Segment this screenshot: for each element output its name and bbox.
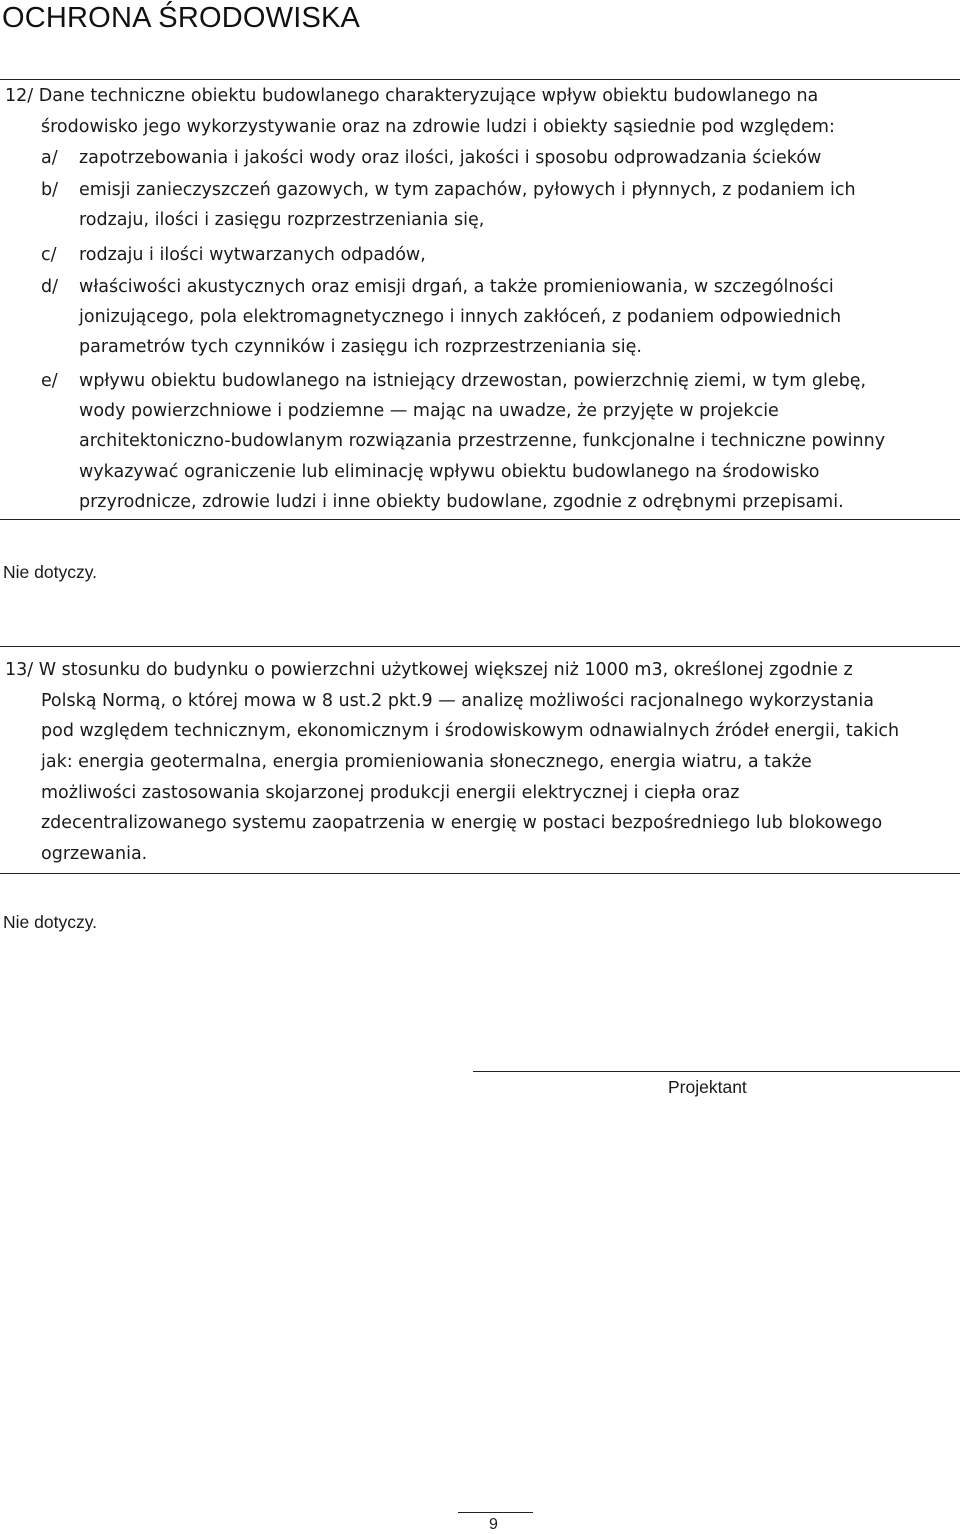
divider-top-12	[0, 79, 960, 80]
item-d-line-2: jonizującego, pola elektromagnetycznego i innych zakłóceń, z podaniem odpowiednich	[79, 307, 842, 327]
item-b-line-2: rodzaju, ilości i zasięgu rozprzestrzeniania się,	[79, 210, 485, 230]
item-a-label: a/	[41, 148, 58, 168]
item-b-line-1: emisji zanieczyszczeń gazowych, w tym zapachów, pyłowych i płynnych, z podaniem ich	[79, 180, 856, 200]
item-e-label: e/	[41, 371, 58, 391]
section-13-line-7: ogrzewania.	[41, 844, 148, 864]
divider-bottom-12	[0, 519, 960, 520]
section-13-line-2: Polską Normą, o której mowa w 8 ust.2 pkt.9 — analizę możliwości racjonalnego wykorzystania	[41, 691, 874, 711]
page-number: 9	[489, 1516, 498, 1533]
page-title: OCHRONA ŚRODOWISKA	[2, 2, 361, 34]
section-13-answer: Nie dotyczy.	[3, 912, 98, 932]
item-e-line-1: wpływu obiektu budowlanego na istniejący drzewostan, powierzchnię ziemi, w tym glebę,	[79, 371, 867, 391]
section-12-answer: Nie dotyczy.	[3, 562, 98, 582]
section-13-line-4: jak: energia geotermalna, energia promieniowania słonecznego, energia wiatru, a także	[41, 752, 812, 772]
section-13-line-1: 13/ W stosunku do budynku o powierzchni użytkowej większej niż 1000 m3, określonej zgodnie z	[5, 660, 853, 680]
section-12-heading-line-1: 12/ Dane techniczne obiektu budowlanego charakteryzujące wpływ obiektu budowlanego na	[5, 86, 819, 106]
divider-bottom-13	[0, 873, 960, 874]
divider-top-13	[0, 646, 960, 647]
item-c-label: c/	[41, 245, 57, 265]
item-d-line-1: właściwości akustycznych oraz emisji drgań, a także promieniowania, w szczególności	[79, 277, 834, 297]
item-d-label: d/	[41, 277, 59, 297]
section-13-line-5: możliwości zastosowania skojarzonej produkcji energii elektrycznej i ciepła oraz	[41, 783, 740, 803]
signature-label: Projektant	[668, 1077, 747, 1097]
item-e-line-4: wykazywać ograniczenie lub eliminację wpływu obiektu budowlanego na środowisko	[79, 462, 820, 482]
signature-line	[473, 1071, 960, 1072]
item-d-line-3: parametrów tych czynników i zasięgu ich rozprzestrzeniania się.	[79, 337, 642, 357]
section-13-line-6: zdecentralizowanego systemu zaopatrzenia w energię w postaci bezpośredniego lub blokowego	[41, 813, 883, 833]
page-number-line	[458, 1512, 533, 1513]
item-e-line-3: architektoniczno-budowlanym rozwiązania przestrzenne, funkcjonalne i techniczne powinny	[79, 431, 886, 451]
section-13-line-3: pod względem technicznym, ekonomicznym i środowiskowym odnawialnych źródeł energii, takich	[41, 721, 900, 741]
section-12-heading-line-2: środowisko jego wykorzystywanie oraz na zdrowie ludzi i obiekty sąsiednie pod względem:	[41, 117, 835, 137]
item-e-line-5: przyrodnicze, zdrowie ludzi i inne obiekty budowlane, zgodnie z odrębnymi przepisami.	[79, 492, 844, 512]
item-b-label: b/	[41, 180, 59, 200]
item-c-line-1: rodzaju i ilości wytwarzanych odpadów,	[79, 245, 426, 265]
item-a-line-1: zapotrzebowania i jakości wody oraz ilości, jakości i sposobu odprowadzania ścieków	[79, 148, 822, 168]
item-e-line-2: wody powierzchniowe i podziemne — mając na uwadze, że przyjęte w projekcie	[79, 401, 779, 421]
